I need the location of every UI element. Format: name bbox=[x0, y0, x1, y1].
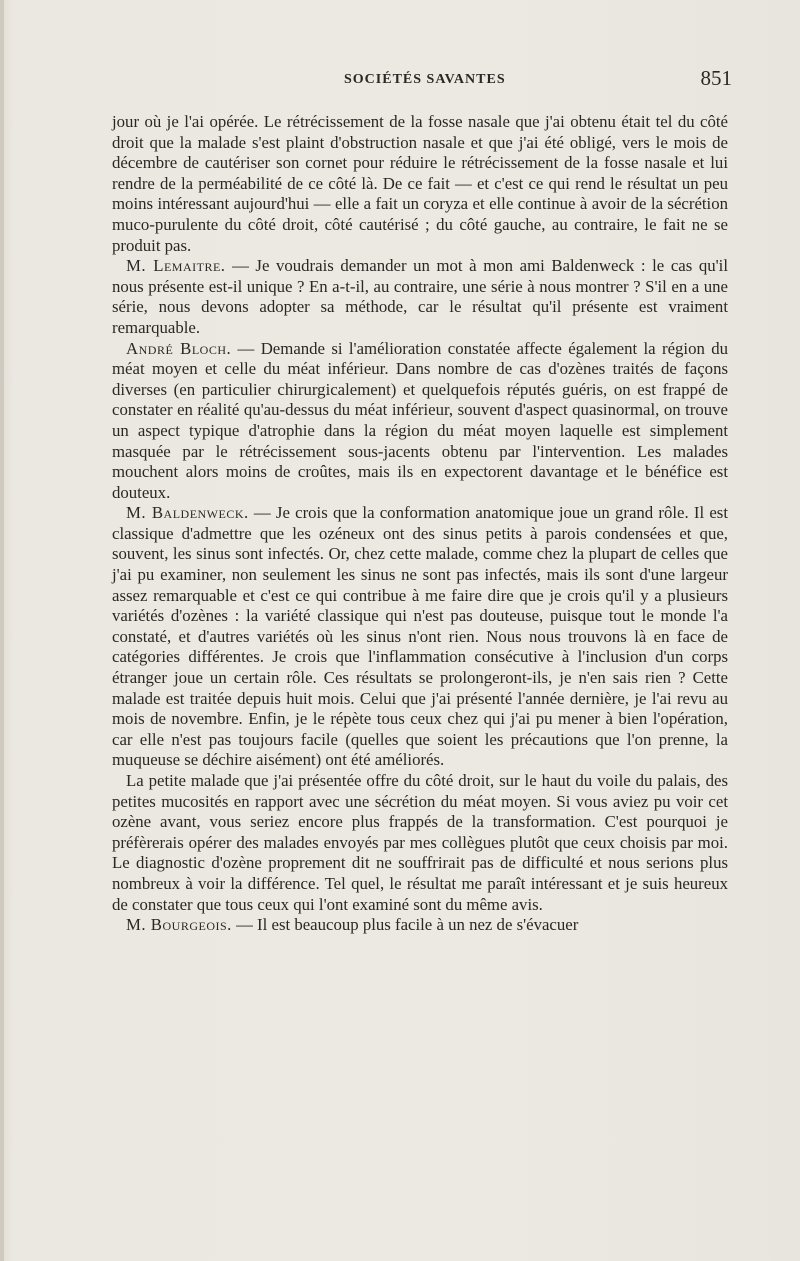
page-spine-edge bbox=[0, 0, 4, 1261]
body-text bbox=[112, 112, 728, 936]
section-title: SOCIÉTÉS SAVANTES bbox=[344, 72, 506, 87]
paragraph-text: — Je voudrais demander un mot à mon ami Baldenweck : le cas qu'il nous présente est-il unique ? En a-t-il, au contraire, une série à nous montrer ? S'il en a une série, nous devons adopter sa méthode, car le résultat qu'il présente est vraiment remarquable. bbox=[112, 256, 728, 337]
paragraph-bourgeois bbox=[112, 915, 728, 936]
paragraph-lemaitre bbox=[112, 256, 728, 338]
page-number: 851 bbox=[700, 66, 732, 90]
paragraph-text: — Je crois que la conformation anatomique joue un grand rôle. Il est classique d'admettre que les ozéneux ont des sinus petits à parois condensées et que, souvent, les sinus sont infectés. Or, chez cette malade, comme chez la plupart de celles que j'ai pu examiner, non seulement les sinus ne sont pas infectés, mais ils sont d'une largeur assez remarquable et c'est ce qui contribue à me faire dire que je crois qu'il y a plusieurs variétés d'ozènes : la variété classique qui n'est pas douteuse, puisque tout le monde l'a constaté, et d'autres variétés où les sinus n'ont rien. Nous nous trouvons là en face de catégories différentes. Je crois que l'inflammation consécutive à l'inclusion d'un corps étranger joue un certain rôle. Ces résultats se prolongeront-ils, je n'en sais rien ? Cette malade est traitée depuis huit mois. Celui que j'ai présenté l'année dernière, je l'ai revu au mois de novembre. Enfin, je le répète tous ceux chez qui j'ai pu mener à bien l'opération, car elle n'est pas toujours facile (quelles que soient les précautions que l'on prenne, la muqueuse se déchire aisément) ont été améliorés. bbox=[112, 503, 729, 770]
paragraph-text: — Il est beaucoup plus facile à un nez de s'évacuer bbox=[231, 915, 579, 935]
speaker-name: M. Bourgeois. bbox=[126, 915, 232, 935]
paragraph-text: La petite malade que j'ai présentée offre du côté droit, sur le haut du voile du palais, des petites mucosités en rapport avec une sécrétion du méat moyen. Si vous aviez pu voir cet ozène avant, vous seriez encore plus frappés de la transformation. C'est pourquoi je préfèrerais opérer des malades envoyés par mes collègues plutôt que ceux choisis par moi. Le diagnostic d'ozène proprement dit ne souffrirait pas de difficulté et nous serions plus nombreux à voir la différence. Tel quel, le résultat me paraît intéressant et je suis heureux de constater que tous ceux qui l'ont examiné sont du même avis. bbox=[112, 771, 728, 914]
paragraph-bloch bbox=[112, 339, 728, 504]
running-head bbox=[112, 66, 732, 92]
paragraph-text: — Demande si l'amélioration constatée affecte également la région du méat moyen et celle du méat inférieur. Dans nombre de cas d'ozènes traités de façons diverses (en particulier chirurgicalement) et quelquefois réputés guéris, on est frappé de constater en réalité qu'au-dessus du méat inférieur, souvent d'aspect quasinormal, on trouve un aspect typique d'atrophie dans la région du méat moyen laquelle est simplement masquée par le rétrécissement sous-jacents obtenu par l'intervention. Les malades mouchent alors moins de croûtes, mais ils en expectorent davantage et le bénéfice est douteux. bbox=[112, 338, 728, 502]
paragraph-continuation bbox=[112, 112, 728, 256]
speaker-name: M. Baldenweck. bbox=[126, 503, 249, 523]
paragraph-petite-malade bbox=[112, 771, 728, 915]
paragraph-baldenweck bbox=[112, 503, 728, 771]
speaker-name: M. Lemaitre. bbox=[126, 256, 226, 276]
speaker-name: André Bloch. bbox=[126, 338, 232, 358]
paragraph-text: jour où je l'ai opérée. Le rétrécissement de la fosse nasale que j'ai obtenu était tel du côté droit que la malade s'est plaint d'obstruction nasale et que j'ai été obligé, vers le mois de décembre de cautériser son cornet pour réduire le rétrécissement de la fosse nasale et lui rendre de la perméabilité de ce côté là. De ce fait — et c'est ce qui rend le résultat un peu moins intéressant aujourd'hui — elle a fait un coryza et elle continue à avoir de la sécrétion muco-purulente du côté droit, côté cautérisé ; du côté gauche, au contraire, le fait ne se produit pas. bbox=[112, 112, 728, 255]
